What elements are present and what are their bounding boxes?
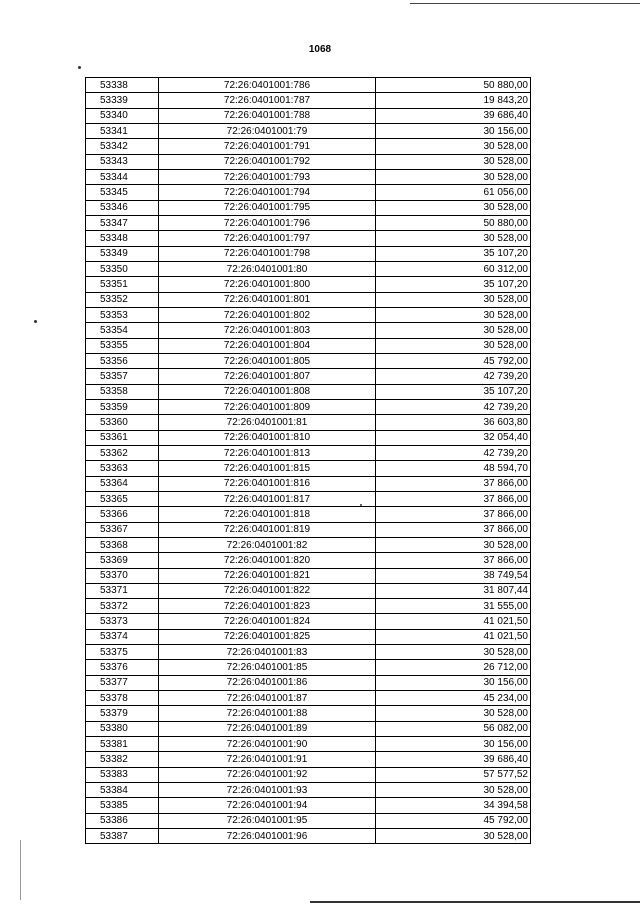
table-row xyxy=(86,553,531,568)
table-row xyxy=(86,231,531,246)
cadastral-number-cell: 72:26:0401001:807 xyxy=(159,369,376,384)
row-number-cell: 53380 xyxy=(86,721,159,736)
table-row xyxy=(86,461,531,476)
bottom-edge-line xyxy=(310,901,640,903)
row-number-cell: 53364 xyxy=(86,476,159,491)
cadastral-number-cell: 72:26:0401001:81 xyxy=(159,415,376,430)
row-number-cell: 53349 xyxy=(86,246,159,261)
table-row xyxy=(86,767,531,782)
table-row xyxy=(86,798,531,813)
cadastral-number-cell: 72:26:0401001:91 xyxy=(159,752,376,767)
value-cell: 30 528,00 xyxy=(376,338,531,353)
table-row xyxy=(86,338,531,353)
value-cell: 30 528,00 xyxy=(376,154,531,169)
table-row xyxy=(86,445,531,460)
cadastral-value-table xyxy=(85,77,531,844)
table-row xyxy=(86,614,531,629)
value-cell: 37 866,00 xyxy=(376,491,531,506)
cadastral-number-cell: 72:26:0401001:818 xyxy=(159,507,376,522)
value-cell: 34 394,58 xyxy=(376,798,531,813)
value-cell: 42 739,20 xyxy=(376,369,531,384)
row-number-cell: 53374 xyxy=(86,629,159,644)
cadastral-number-cell: 72:26:0401001:797 xyxy=(159,231,376,246)
value-cell: 57 577,52 xyxy=(376,767,531,782)
value-cell: 39 686,40 xyxy=(376,752,531,767)
value-cell: 50 880,00 xyxy=(376,78,531,93)
cadastral-number-cell: 72:26:0401001:788 xyxy=(159,108,376,123)
cadastral-number-cell: 72:26:0401001:823 xyxy=(159,599,376,614)
row-number-cell: 53339 xyxy=(86,93,159,108)
table-row xyxy=(86,430,531,445)
table-row xyxy=(86,568,531,583)
value-cell: 30 528,00 xyxy=(376,139,531,154)
table-row xyxy=(86,93,531,108)
value-cell: 45 792,00 xyxy=(376,353,531,368)
table-row xyxy=(86,353,531,368)
row-number-cell: 53348 xyxy=(86,231,159,246)
cadastral-number-cell: 72:26:0401001:92 xyxy=(159,767,376,782)
table-row xyxy=(86,721,531,736)
cadastral-number-cell: 72:26:0401001:792 xyxy=(159,154,376,169)
row-number-cell: 53365 xyxy=(86,491,159,506)
value-cell: 30 156,00 xyxy=(376,737,531,752)
table-body xyxy=(86,78,531,844)
cadastral-number-cell: 72:26:0401001:800 xyxy=(159,277,376,292)
row-number-cell: 53362 xyxy=(86,445,159,460)
cadastral-number-cell: 72:26:0401001:90 xyxy=(159,737,376,752)
value-cell: 30 528,00 xyxy=(376,292,531,307)
value-cell: 30 156,00 xyxy=(376,675,531,690)
row-number-cell: 53357 xyxy=(86,369,159,384)
table-row xyxy=(86,599,531,614)
row-number-cell: 53366 xyxy=(86,507,159,522)
top-edge-line xyxy=(410,3,640,4)
table-row xyxy=(86,706,531,721)
table-row xyxy=(86,123,531,138)
table-row xyxy=(86,108,531,123)
value-cell: 61 056,00 xyxy=(376,185,531,200)
row-number-cell: 53370 xyxy=(86,568,159,583)
cadastral-number-cell: 72:26:0401001:805 xyxy=(159,353,376,368)
cadastral-number-cell: 72:26:0401001:96 xyxy=(159,829,376,844)
table-row xyxy=(86,154,531,169)
row-number-cell: 53355 xyxy=(86,338,159,353)
row-number-cell: 53353 xyxy=(86,307,159,322)
row-number-cell: 53385 xyxy=(86,798,159,813)
table-row xyxy=(86,215,531,230)
value-cell: 30 528,00 xyxy=(376,645,531,660)
scan-speck xyxy=(78,66,81,69)
row-number-cell: 53371 xyxy=(86,583,159,598)
table-row xyxy=(86,78,531,93)
value-cell: 26 712,00 xyxy=(376,660,531,675)
row-number-cell: 53358 xyxy=(86,384,159,399)
row-number-cell: 53356 xyxy=(86,353,159,368)
value-cell: 30 528,00 xyxy=(376,231,531,246)
cadastral-number-cell: 72:26:0401001:87 xyxy=(159,691,376,706)
value-cell: 48 594,70 xyxy=(376,461,531,476)
cadastral-number-cell: 72:26:0401001:796 xyxy=(159,215,376,230)
row-number-cell: 53383 xyxy=(86,767,159,782)
table-row xyxy=(86,307,531,322)
cadastral-number-cell: 72:26:0401001:808 xyxy=(159,384,376,399)
value-cell: 35 107,20 xyxy=(376,277,531,292)
table-row xyxy=(86,200,531,215)
cadastral-number-cell: 72:26:0401001:88 xyxy=(159,706,376,721)
table-row xyxy=(86,660,531,675)
value-cell: 30 528,00 xyxy=(376,169,531,184)
row-number-cell: 53376 xyxy=(86,660,159,675)
table-row xyxy=(86,629,531,644)
cadastral-number-cell: 72:26:0401001:798 xyxy=(159,246,376,261)
row-number-cell: 53340 xyxy=(86,108,159,123)
row-number-cell: 53360 xyxy=(86,415,159,430)
cadastral-number-cell: 72:26:0401001:95 xyxy=(159,813,376,828)
value-cell: 60 312,00 xyxy=(376,261,531,276)
table-row xyxy=(86,415,531,430)
value-cell: 38 749,54 xyxy=(376,568,531,583)
table-row xyxy=(86,829,531,844)
row-number-cell: 53361 xyxy=(86,430,159,445)
value-cell: 30 528,00 xyxy=(376,323,531,338)
row-number-cell: 53387 xyxy=(86,829,159,844)
table-row xyxy=(86,246,531,261)
row-number-cell: 53375 xyxy=(86,645,159,660)
value-cell: 30 528,00 xyxy=(376,200,531,215)
cadastral-number-cell: 72:26:0401001:819 xyxy=(159,522,376,537)
table-row xyxy=(86,507,531,522)
value-cell: 45 792,00 xyxy=(376,813,531,828)
row-number-cell: 53354 xyxy=(86,323,159,338)
page-number: 1068 xyxy=(308,44,332,55)
cadastral-number-cell: 72:26:0401001:80 xyxy=(159,261,376,276)
table-row xyxy=(86,292,531,307)
row-number-cell: 53368 xyxy=(86,537,159,552)
row-number-cell: 53352 xyxy=(86,292,159,307)
value-cell: 32 054,40 xyxy=(376,430,531,445)
table-row xyxy=(86,737,531,752)
row-number-cell: 53343 xyxy=(86,154,159,169)
row-number-cell: 53377 xyxy=(86,675,159,690)
value-cell: 30 528,00 xyxy=(376,307,531,322)
cadastral-number-cell: 72:26:0401001:79 xyxy=(159,123,376,138)
value-cell: 30 528,00 xyxy=(376,829,531,844)
cadastral-number-cell: 72:26:0401001:817 xyxy=(159,491,376,506)
value-cell: 37 866,00 xyxy=(376,522,531,537)
cadastral-number-cell: 72:26:0401001:824 xyxy=(159,614,376,629)
row-number-cell: 53351 xyxy=(86,277,159,292)
row-number-cell: 53382 xyxy=(86,752,159,767)
row-number-cell: 53381 xyxy=(86,737,159,752)
cadastral-number-cell: 72:26:0401001:93 xyxy=(159,783,376,798)
row-number-cell: 53350 xyxy=(86,261,159,276)
value-cell: 31 807,44 xyxy=(376,583,531,598)
value-cell: 19 843,20 xyxy=(376,93,531,108)
table-row xyxy=(86,476,531,491)
cadastral-number-cell: 72:26:0401001:804 xyxy=(159,338,376,353)
value-cell: 30 528,00 xyxy=(376,537,531,552)
table-row xyxy=(86,139,531,154)
value-cell: 56 082,00 xyxy=(376,721,531,736)
cadastral-number-cell: 72:26:0401001:787 xyxy=(159,93,376,108)
table-row xyxy=(86,169,531,184)
table-row xyxy=(86,583,531,598)
table-row xyxy=(86,522,531,537)
row-number-cell: 53359 xyxy=(86,399,159,414)
table-row xyxy=(86,537,531,552)
value-cell: 36 603,80 xyxy=(376,415,531,430)
row-number-cell: 53378 xyxy=(86,691,159,706)
row-number-cell: 53345 xyxy=(86,185,159,200)
row-number-cell: 53344 xyxy=(86,169,159,184)
cadastral-number-cell: 72:26:0401001:82 xyxy=(159,537,376,552)
cadastral-number-cell: 72:26:0401001:786 xyxy=(159,78,376,93)
table-row xyxy=(86,491,531,506)
cadastral-number-cell: 72:26:0401001:803 xyxy=(159,323,376,338)
table-row xyxy=(86,813,531,828)
cadastral-number-cell: 72:26:0401001:822 xyxy=(159,583,376,598)
table-row xyxy=(86,399,531,414)
row-number-cell: 53373 xyxy=(86,614,159,629)
value-cell: 50 880,00 xyxy=(376,215,531,230)
value-cell: 37 866,00 xyxy=(376,507,531,522)
cadastral-number-cell: 72:26:0401001:816 xyxy=(159,476,376,491)
value-cell: 39 686,40 xyxy=(376,108,531,123)
value-cell: 37 866,00 xyxy=(376,553,531,568)
table-row xyxy=(86,752,531,767)
cadastral-number-cell: 72:26:0401001:83 xyxy=(159,645,376,660)
row-number-cell: 53369 xyxy=(86,553,159,568)
row-number-cell: 53347 xyxy=(86,215,159,230)
table-row xyxy=(86,323,531,338)
row-number-cell: 53367 xyxy=(86,522,159,537)
cadastral-number-cell: 72:26:0401001:825 xyxy=(159,629,376,644)
value-cell: 41 021,50 xyxy=(376,614,531,629)
cadastral-number-cell: 72:26:0401001:793 xyxy=(159,169,376,184)
row-number-cell: 53372 xyxy=(86,599,159,614)
cadastral-number-cell: 72:26:0401001:791 xyxy=(159,139,376,154)
value-cell: 35 107,20 xyxy=(376,384,531,399)
value-cell: 37 866,00 xyxy=(376,476,531,491)
value-cell: 45 234,00 xyxy=(376,691,531,706)
cadastral-number-cell: 72:26:0401001:820 xyxy=(159,553,376,568)
row-number-cell: 53386 xyxy=(86,813,159,828)
value-cell: 42 739,20 xyxy=(376,399,531,414)
scan-speck xyxy=(34,320,37,323)
cadastral-number-cell: 72:26:0401001:85 xyxy=(159,660,376,675)
table-row xyxy=(86,369,531,384)
table-row xyxy=(86,384,531,399)
value-cell: 41 021,50 xyxy=(376,629,531,644)
table-row xyxy=(86,277,531,292)
cadastral-number-cell: 72:26:0401001:802 xyxy=(159,307,376,322)
table-row xyxy=(86,783,531,798)
row-number-cell: 53384 xyxy=(86,783,159,798)
cadastral-number-cell: 72:26:0401001:94 xyxy=(159,798,376,813)
table-row xyxy=(86,691,531,706)
cadastral-number-cell: 72:26:0401001:86 xyxy=(159,675,376,690)
row-number-cell: 53379 xyxy=(86,706,159,721)
cadastral-number-cell: 72:26:0401001:815 xyxy=(159,461,376,476)
row-number-cell: 53342 xyxy=(86,139,159,154)
value-cell: 30 156,00 xyxy=(376,123,531,138)
table-row xyxy=(86,645,531,660)
cadastral-number-cell: 72:26:0401001:89 xyxy=(159,721,376,736)
cadastral-number-cell: 72:26:0401001:809 xyxy=(159,399,376,414)
table-row xyxy=(86,675,531,690)
row-number-cell: 53346 xyxy=(86,200,159,215)
value-cell: 31 555,00 xyxy=(376,599,531,614)
value-cell: 42 739,20 xyxy=(376,445,531,460)
left-edge-line xyxy=(20,840,21,900)
table-row xyxy=(86,185,531,200)
value-cell: 30 528,00 xyxy=(376,783,531,798)
cadastral-number-cell: 72:26:0401001:794 xyxy=(159,185,376,200)
value-cell: 30 528,00 xyxy=(376,706,531,721)
row-number-cell: 53363 xyxy=(86,461,159,476)
cadastral-number-cell: 72:26:0401001:813 xyxy=(159,445,376,460)
table-row xyxy=(86,261,531,276)
value-cell: 35 107,20 xyxy=(376,246,531,261)
cadastral-number-cell: 72:26:0401001:810 xyxy=(159,430,376,445)
row-number-cell: 53341 xyxy=(86,123,159,138)
cadastral-number-cell: 72:26:0401001:821 xyxy=(159,568,376,583)
cadastral-number-cell: 72:26:0401001:801 xyxy=(159,292,376,307)
row-number-cell: 53338 xyxy=(86,78,159,93)
cadastral-number-cell: 72:26:0401001:795 xyxy=(159,200,376,215)
